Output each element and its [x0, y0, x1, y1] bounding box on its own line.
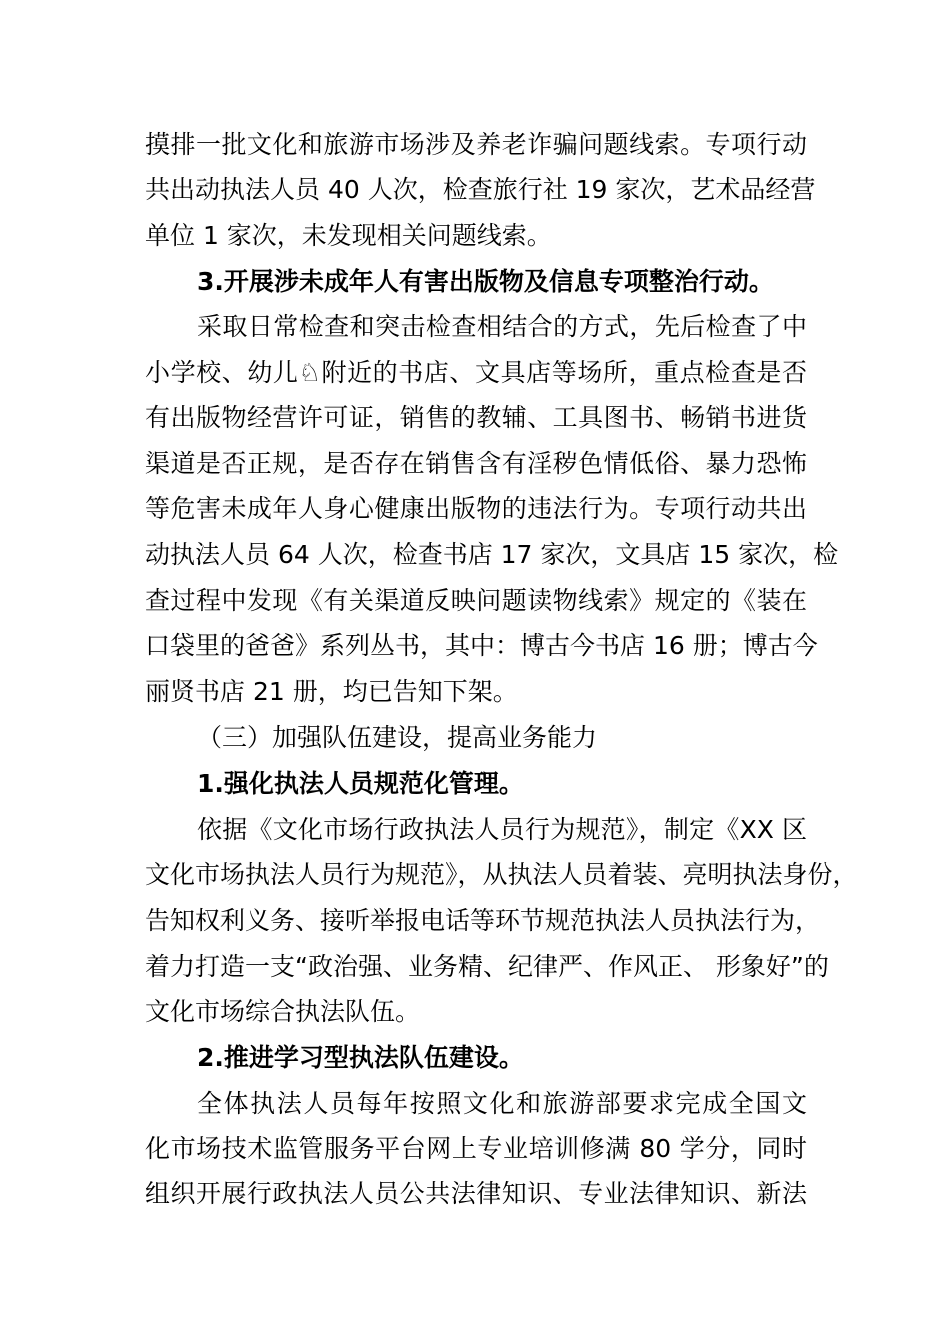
text-line: 口袋里的爸爸》系列丛书，其中：博古今书店 16 册；博古今	[145, 631, 818, 660]
section-heading: 3.开展涉未成年人有害出版物及信息专项整治行动。	[197, 267, 774, 296]
text-line: 告知权利义务、接听举报电话等环节规范执法人员执法行为，	[145, 906, 821, 935]
text-line: 小学校、幼儿♘附近的书店、文具店等场所，重点检查是否	[145, 358, 807, 387]
text-line: 渠道是否正规，是否存在销售含有淫秽色情低俗、暴力恐怖	[145, 449, 807, 478]
text-line: 全体执法人员每年按照文化和旅游部要求完成全国文	[197, 1089, 807, 1118]
text-line: 组织开展行政执法人员公共法律知识、专业法律知识、新法	[145, 1179, 807, 1208]
text-line: 等危害未成年人身心健康出版物的违法行为。专项行动共出	[145, 494, 807, 523]
text-line: 动执法人员 64 人次，检查书店 17 家次，文具店 15 家次，检	[145, 540, 839, 569]
text-line: 采取日常检查和突击检查相结合的方式，先后检查了中	[197, 312, 807, 341]
text-line: 文化市场执法人员行为规范》，从执法人员着装、亮明执法身份，	[145, 860, 858, 889]
text-line: 依据《文化市场行政执法人员行为规范》，制定《XX 区	[197, 815, 807, 844]
text-line: 共出动执法人员 40 人次，检查旅行社 19 家次，艺术品经营	[145, 175, 816, 204]
text-line: 有出版物经营许可证，销售的教辅、工具图书、畅销书进货	[145, 403, 807, 432]
text-line: 着力打造一支“政治强、业务精、纪律严、作风正、 形象好”的	[145, 952, 829, 981]
text-line: 化市场技术监管服务平台网上专业培训修满 80 学分，同时	[145, 1134, 807, 1163]
text-line: （三）加强队伍建设，提高业务能力	[197, 723, 598, 752]
text-line: 文化市场综合执法队伍。	[145, 997, 421, 1026]
text-line: 查过程中发现《有关渠道反映问题读物线索》规定的《装在	[145, 586, 807, 615]
section-heading: 2.推进学习型执法队伍建设。	[197, 1043, 524, 1072]
section-heading: 1.强化执法人员规范化管理。	[197, 769, 524, 798]
text-line: 丽贤书店 21 册，均已告知下架。	[145, 677, 518, 706]
text-line: 单位 1 家次，未发现相关问题线索。	[145, 221, 552, 250]
text-line: 摸排一批文化和旅游市场涉及养老诈骗问题线索。专项行动	[145, 130, 807, 159]
